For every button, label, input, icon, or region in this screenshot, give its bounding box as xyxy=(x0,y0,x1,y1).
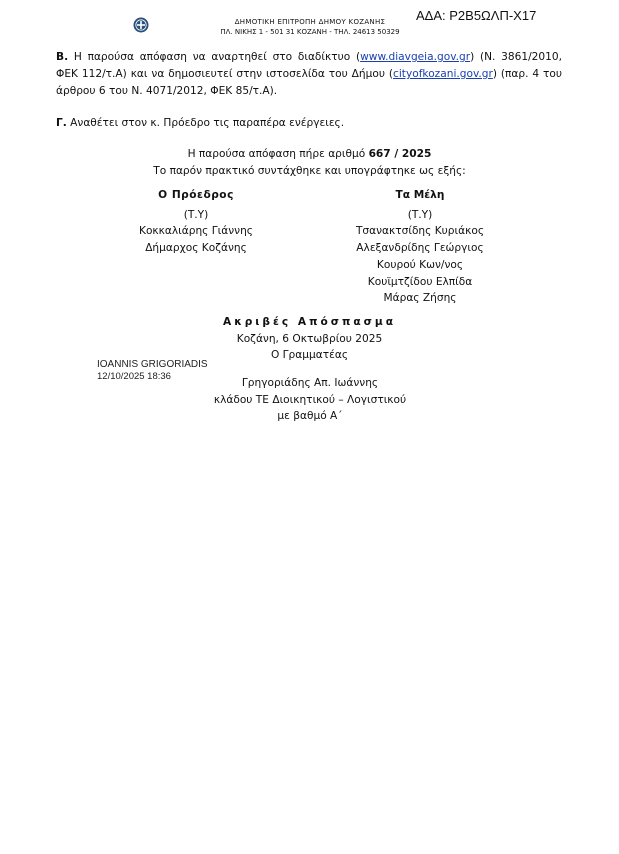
president-role: Δήμαρχος Κοζάνης xyxy=(145,242,247,255)
paragraph-b-label: Β. xyxy=(56,51,69,63)
diavgeia-link[interactable]: www.diavgeia.gov.gr xyxy=(360,51,471,63)
extract-block xyxy=(0,314,619,364)
member-name: Μάρας Ζήσης xyxy=(383,292,457,305)
president-block xyxy=(96,187,296,257)
extract-title: Ακριβές Απόσπασμα xyxy=(223,316,396,328)
extract-place-date: Κοζάνη, 6 Οκτωβρίου 2025 xyxy=(236,332,383,345)
member-name: Κουρού Κων/νος xyxy=(376,258,464,271)
header-address: ΠΛ. ΝΙΚΗΣ 1 - 501 31 ΚΟΖΑΝΗ - ΤΗΛ. 24613 50329 xyxy=(220,28,400,36)
president-signed: (Τ.Υ) xyxy=(183,208,209,221)
president-name: Κοκκαλιάρης Γιάννης xyxy=(139,225,253,238)
secretary-name: Γρηγοριάδης Απ. Ιωάννης xyxy=(241,377,379,389)
header-authority: ΔΗΜΟΤΙΚΗ ΕΠΙΤΡΟΠΗ ΔΗΜΟΥ ΚΟΖΑΝΗΣ xyxy=(234,18,386,26)
member-name: Τσανακτσίδης Κυριάκος xyxy=(355,225,485,238)
paragraph-g-label: Γ. xyxy=(56,117,67,129)
greek-emblem-icon xyxy=(133,17,149,33)
extract-role: Ο Γραμματέας xyxy=(270,349,349,362)
decision-number-line xyxy=(0,148,619,160)
president-title: Ο Πρόεδρος xyxy=(158,189,234,201)
members-title: Τα Μέλη xyxy=(395,189,445,201)
paragraph-b-text-3: ) (παρ. 4 του άρθρου 6 του Ν. 4071/2012, ΦΕΚ 85/τ.Α). xyxy=(56,68,562,97)
paragraph-g-text: Αναθέτει στον κ. Πρόεδρο τις παραπέρα ενέργειες. xyxy=(66,117,345,129)
decision-prefix: Η παρούσα απόφαση πήρε αριθμό xyxy=(187,148,369,160)
member-name: Αλεξανδρίδης Γεώργιος xyxy=(356,242,484,255)
digital-signature-datetime: 12/10/2025 18:36 xyxy=(97,371,171,382)
paragraph-b xyxy=(56,49,562,100)
city-website-link[interactable]: cityofkozani.gov.gr xyxy=(393,68,493,80)
members-signed: (Τ.Υ) xyxy=(407,208,433,221)
members-block xyxy=(320,187,520,307)
member-name: Κουϊμτζίδου Ελπίδα xyxy=(367,275,473,288)
decision-number: 667 / 2025 xyxy=(368,148,432,160)
paragraph-g xyxy=(56,115,562,132)
digital-signature-name: IOANNIS GRIGORIADIS xyxy=(97,359,208,370)
ada-code: ΑΔΑ: Ρ2Β5ΩΛΠ-Χ17 xyxy=(416,8,537,23)
paragraph-b-text-1: Η παρούσα απόφαση να αναρτηθεί στο διαδίκτυο ( xyxy=(68,51,361,63)
paragraph-b-text-2: ) (Ν. 3861/2010, ΦΕΚ 112/τ.Α) και να δημοσιευτεί στην ιστοσελίδα του Δήμου ( xyxy=(56,51,562,80)
secretary-block xyxy=(160,375,460,425)
minutes-statement: Το παρόν πρακτικό συντάχθηκε και υπογράφτηκε ως εξής: xyxy=(153,165,466,177)
secretary-grade: με βαθμό Α΄ xyxy=(277,410,343,423)
secretary-branch: κλάδου ΤΕ Διοικητικού – Λογιστικού xyxy=(213,393,407,406)
